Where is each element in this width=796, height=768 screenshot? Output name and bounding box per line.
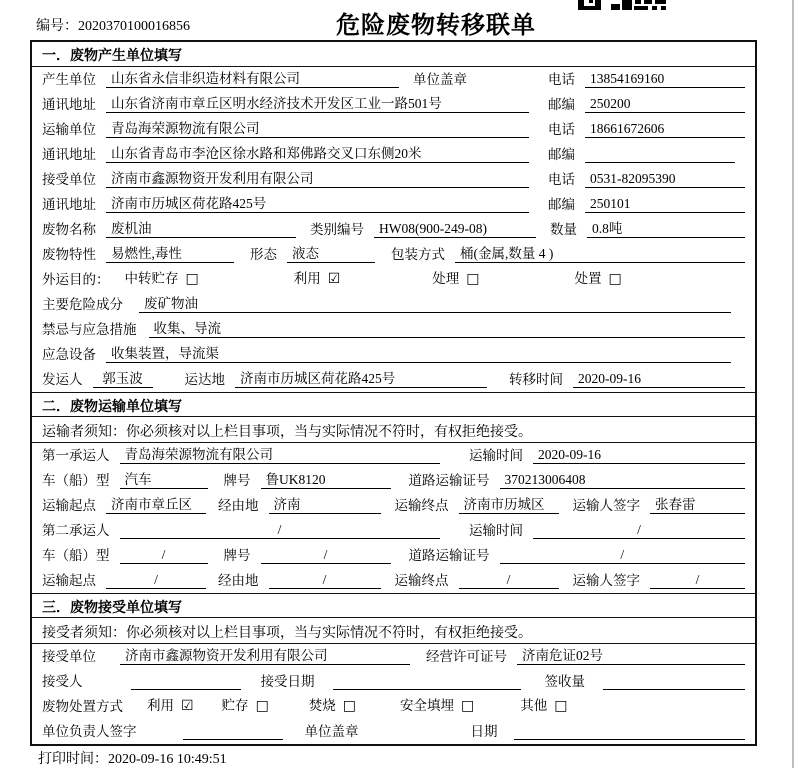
section2-notice: 运输者须知：你必须核对以上栏目事项，当与实际情况不符时，有权拒绝接受。: [32, 417, 755, 443]
purpose-option-label: 处理: [432, 271, 460, 286]
purpose-option-utilize: [294, 270, 341, 288]
row-receive-address: [32, 192, 755, 217]
producer-zip-label: 邮编: [548, 97, 575, 112]
checkbox-unchecked-icon: □: [554, 698, 568, 714]
plate1-label: 牌号: [223, 473, 251, 488]
row-accept-unit: [32, 644, 755, 669]
row-taboo-measures: [32, 317, 755, 342]
destination-value: 济南市历城区荷花路425号: [235, 371, 487, 388]
disposal-option-utilize: [147, 697, 194, 715]
producer-unit-value: 山东省永信非织造材料有限公司: [106, 71, 399, 88]
manifest-form: [30, 40, 757, 746]
waste-traits-value: 易燃性,毒性: [106, 246, 234, 263]
receive-zip-value: 250101: [585, 196, 745, 213]
transport-zip-label: 邮编: [548, 147, 575, 162]
section1-title: 一．废物产生单位填写: [32, 42, 755, 67]
route-end2-value: /: [459, 572, 559, 589]
manifest-number-label: 编号：: [36, 19, 78, 34]
row-responsible-sign: [32, 719, 755, 744]
route-start1-value: 济南市章丘区: [106, 497, 206, 514]
waste-name-value: 废机油: [106, 221, 296, 238]
emergency-equipment-value: 收集装置，导流渠: [106, 346, 731, 363]
transport-phone-label: 电话: [548, 122, 575, 137]
emergency-equipment-label: 应急设备: [42, 347, 96, 362]
checkbox-unchecked-icon: □: [255, 698, 269, 714]
producer-unit-label: 产生单位: [42, 72, 96, 87]
transport-time2-value: /: [533, 522, 745, 539]
purpose-option-dispose: [575, 270, 622, 288]
route-via1-label: 经由地: [218, 498, 259, 513]
manifest-number-value: 2020370100016856: [78, 19, 190, 34]
road-permit1-value: 370213006408: [500, 472, 746, 489]
disposal-option-label: 其他: [520, 698, 548, 713]
producer-phone-value: 13854169160: [585, 71, 745, 88]
manifest-number: [36, 15, 190, 35]
transport-phone-value: 18661672606: [585, 121, 745, 138]
receive-phone-label: 电话: [548, 172, 575, 187]
row-waste-traits: [32, 242, 755, 267]
vehicle-type1-value: 汽车: [120, 472, 208, 489]
row-hazard-components: [32, 292, 755, 317]
hazard-components-value: 废矿物油: [139, 296, 731, 313]
checkbox-checked-icon: ☑: [181, 698, 194, 714]
road-permit2-value: /: [500, 547, 746, 564]
route-start1-label: 运输起点: [42, 498, 96, 513]
waste-form-label: 形态: [250, 247, 277, 262]
page-edge-line: [792, 0, 794, 768]
transport-time1-label: 运输时间: [469, 448, 523, 463]
road-permit1-label: 道路运输证号: [408, 473, 490, 488]
section2-title: 二．废物运输单位填写: [32, 392, 755, 417]
receive-phone-value: 0531-82095390: [585, 171, 745, 188]
transfer-time-value: 2020-09-16: [573, 371, 745, 388]
second-carrier-label: 第二承运人: [42, 523, 110, 538]
checkbox-unchecked-icon: □: [466, 271, 480, 287]
waste-qty-value: 0.8吨: [587, 221, 745, 238]
checkbox-unchecked-icon: □: [342, 698, 357, 714]
row-route2: [32, 568, 755, 593]
row-accept-person: [32, 669, 755, 694]
received-qty-label: 签收量: [544, 674, 585, 689]
row-disposal-method: [32, 694, 755, 719]
row-vehicle1: [32, 468, 755, 493]
carrier-sign2-value: /: [650, 572, 745, 589]
first-carrier-label: 第一承运人: [42, 448, 110, 463]
row-route1: [32, 493, 755, 518]
plate2-label: 牌号: [223, 548, 251, 563]
print-time: [38, 748, 227, 768]
disposal-option-incinerate: [309, 697, 356, 715]
receive-unit-value: 济南市鑫源物资开发利用有限公司: [106, 171, 529, 188]
disposal-method-label: 废物处置方式: [42, 699, 123, 714]
responsible-sign-value: [183, 724, 283, 740]
disposal-option-label: 安全填埋: [400, 698, 455, 713]
received-qty-value: [603, 674, 745, 690]
transport-unit-label: 运输单位: [42, 122, 96, 137]
row-second-carrier: [32, 518, 755, 543]
taboo-measures-label: 禁忌与应急措施: [42, 322, 137, 337]
row-transport-unit: [32, 117, 755, 142]
disposal-option-label: 贮存: [221, 698, 249, 713]
destination-label: 运达地: [184, 372, 225, 387]
carrier-sign1-value: 张春雷: [650, 497, 745, 514]
route-start2-value: /: [106, 572, 206, 589]
row-emergency-equipment: [32, 342, 755, 367]
hazard-components-label: 主要危险成分: [42, 297, 123, 312]
route-end1-label: 运输终点: [394, 498, 449, 513]
disposal-option-label: 焚烧: [308, 698, 336, 713]
accept-person-label: 接受人: [42, 674, 83, 689]
responsible-sign-label: 单位负责人签字: [42, 724, 137, 739]
row-dispatcher: [32, 367, 755, 392]
checkbox-unchecked-icon: □: [461, 698, 475, 714]
packing-label: 包装方式: [391, 247, 445, 262]
section3-title: 三．废物接受单位填写: [32, 593, 755, 618]
row-first-carrier: [32, 443, 755, 468]
receive-address-value: 济南市历城区荷花路425号: [106, 196, 529, 213]
waste-qty-label: 数量: [550, 222, 577, 237]
row-transfer-purpose: [32, 267, 755, 292]
waste-form-value: 液态: [287, 246, 375, 263]
producer-phone-label: 电话: [548, 72, 575, 87]
accept-date-label: 接受日期: [260, 674, 315, 689]
sign-date-value: [514, 724, 746, 740]
row-producer-address: [32, 92, 755, 117]
print-time-label: 打印时间：: [38, 752, 108, 767]
accept-date-value: [333, 674, 521, 690]
sign-date-label: 日期: [470, 724, 498, 739]
route-via2-label: 经由地: [218, 573, 259, 588]
waste-category-label: 类别编号: [310, 222, 364, 237]
disposal-option-other: [520, 697, 567, 715]
plate2-value: /: [261, 547, 391, 564]
disposal-option-label: 利用: [147, 698, 174, 713]
route-end2-label: 运输终点: [394, 573, 449, 588]
transport-address-label: 通讯地址: [42, 147, 96, 162]
checkbox-unchecked-icon: □: [608, 271, 622, 287]
vehicle-type2-value: /: [120, 547, 208, 564]
row-vehicle2: [32, 543, 755, 568]
route-via1-value: 济南: [269, 497, 381, 514]
packing-value: 桶(金属,数量 4 ): [455, 246, 745, 263]
transport-unit-value: 青岛海荣源物流有限公司: [106, 121, 529, 138]
waste-category-value: HW08(900-249-08): [374, 221, 536, 238]
purpose-option-label: 利用: [293, 271, 321, 286]
route-end1-value: 济南市历城区: [459, 497, 559, 514]
unit-seal2-label: 单位盖章: [304, 724, 359, 739]
first-carrier-value: 青岛海荣源物流有限公司: [120, 447, 440, 464]
row-waste-name: [32, 217, 755, 242]
waste-name-label: 废物名称: [42, 222, 96, 237]
section3-notice: 接受者须知：你必须核对以上栏目事项，当与实际情况不符时，有权拒绝接受。: [32, 618, 755, 644]
transport-address-value: 山东省青岛市李沧区徐水路和郑佛路交叉口东侧20米: [106, 146, 529, 163]
license-label: 经营许可证号: [426, 649, 507, 664]
transfer-purpose-label: 外运目的：: [42, 272, 110, 287]
row-producer-unit: [32, 67, 755, 92]
purpose-option-transfer-storage: [125, 270, 199, 288]
dispatcher-label: 发运人: [42, 372, 83, 387]
page-title: 危险废物转移联单: [336, 12, 536, 39]
taboo-measures-value: 收集、导流: [149, 321, 746, 338]
producer-zip-value: 250200: [585, 96, 745, 113]
accept-unit-value: 济南市鑫源物资开发利用有限公司: [120, 648, 410, 665]
row-receive-unit: [32, 167, 755, 192]
checkbox-unchecked-icon: □: [185, 271, 199, 287]
second-carrier-value: /: [120, 522, 440, 539]
qr-code-icon: [578, 0, 666, 10]
vehicle-type1-label: 车（船）型: [42, 473, 110, 488]
carrier-sign1-label: 运输人签字: [572, 498, 640, 513]
checkbox-checked-icon: ☑: [327, 271, 341, 287]
accept-unit-label: 接受单位: [42, 649, 96, 664]
transport-time1-value: 2020-09-16: [533, 447, 745, 464]
receive-address-label: 通讯地址: [42, 197, 96, 212]
vehicle-type2-label: 车（船）型: [42, 548, 110, 563]
waste-traits-label: 废物特性: [42, 247, 96, 262]
accept-person-value: [131, 674, 241, 690]
transport-time2-label: 运输时间: [469, 523, 523, 538]
route-via2-value: /: [269, 572, 381, 589]
route-start2-label: 运输起点: [42, 573, 96, 588]
purpose-option-treat: [432, 270, 479, 288]
disposal-option-landfill: [400, 697, 474, 715]
purpose-option-label: 处置: [574, 271, 602, 286]
producer-address-label: 通讯地址: [42, 97, 96, 112]
plate1-value: 鲁UK8120: [261, 472, 391, 489]
road-permit2-label: 道路运输证号: [408, 548, 490, 563]
disposal-option-storage: [222, 697, 269, 715]
unit-seal-label: 单位盖章: [413, 72, 467, 87]
license-value: 济南危证02号: [517, 648, 745, 665]
carrier-sign2-label: 运输人签字: [572, 573, 640, 588]
transfer-time-label: 转移时间: [509, 372, 563, 387]
purpose-option-label: 中转贮存: [124, 271, 179, 286]
row-transport-address: [32, 142, 755, 167]
transport-zip-value: [585, 147, 735, 163]
dispatcher-value: 郭玉波: [93, 371, 153, 388]
print-time-value: 2020-09-16 10:49:51: [108, 752, 227, 767]
receive-zip-label: 邮编: [548, 197, 575, 212]
producer-address-value: 山东省济南市章丘区明水经济技术开发区工业一路501号: [106, 96, 529, 113]
receive-unit-label: 接受单位: [42, 172, 96, 187]
